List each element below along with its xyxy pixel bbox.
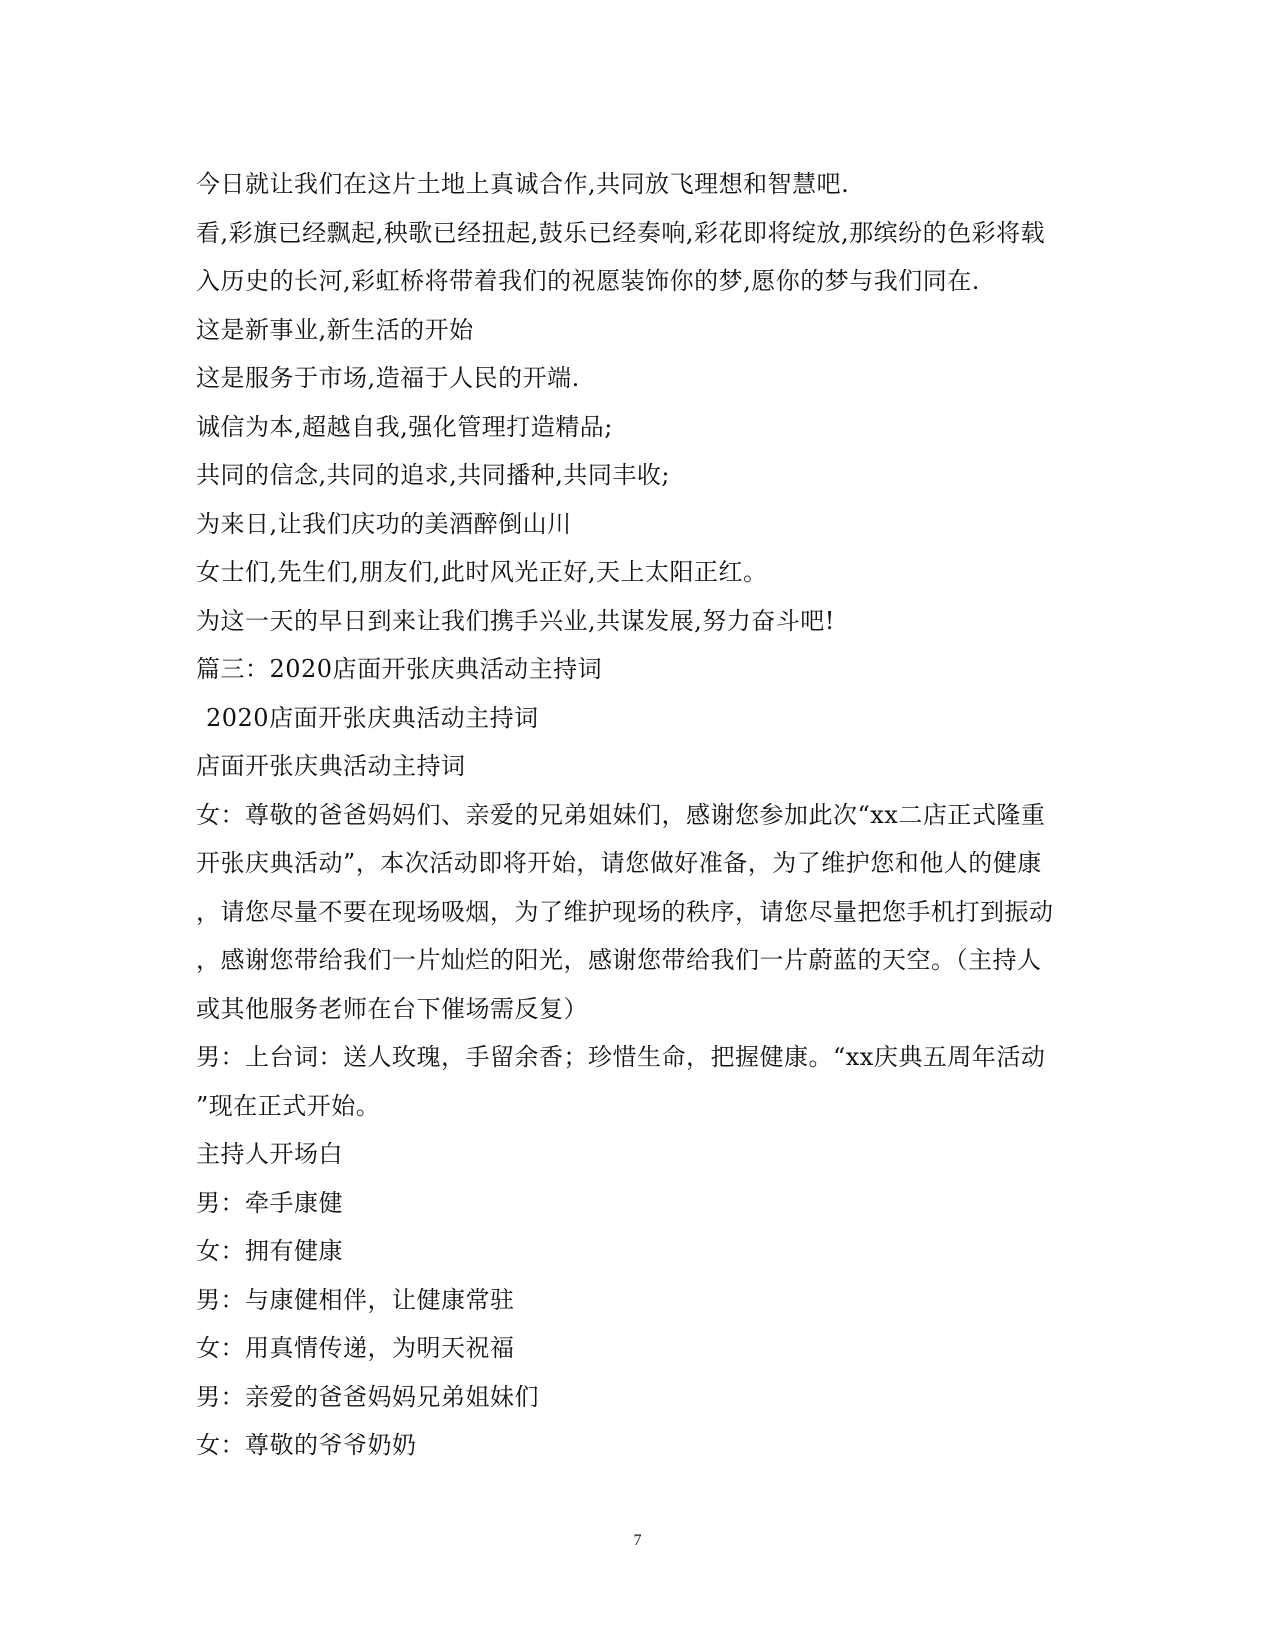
section-heading: 篇三：2020店面开张庆典活动主持词 [196, 655, 603, 683]
text-line: 女士们,先生们,朋友们,此时风光正好,天上太阳正红。 [196, 558, 768, 586]
text-line: 这是新事业,新生活的开始 [196, 315, 474, 344]
text-line: ，感谢您带给我们一片灿烂的阳光，感谢您带给我们一片蔚蓝的天空。（主持人 [196, 946, 1042, 974]
text-line: 共同的信念,共同的追求,共同播种,共同丰收; [196, 461, 670, 489]
text-line: 这是服务于市场,造福于人民的开端. [196, 364, 580, 392]
text-line: 女：用真情传递，为明天祝福 [196, 1334, 515, 1362]
text-line: 女：尊敬的爷爷奶奶 [196, 1431, 417, 1459]
text-line: 主持人开场白 [196, 1140, 343, 1168]
text-line: 女：拥有健康 [196, 1237, 343, 1265]
text-line: 男：亲爱的爸爸妈妈兄弟姐妹们 [196, 1382, 539, 1411]
text-line: ，请您尽量不要在现场吸烟，为了维护现场的秩序，请您尽量把您手机打到振动 [196, 897, 1054, 926]
article-subtitle: 店面开张庆典活动主持词 [196, 752, 466, 780]
text-line: 或其他服务老师在台下催场需反复） [196, 994, 588, 1023]
page-number: 7 [633, 1532, 642, 1549]
text-line: 男：牵手康健 [196, 1188, 343, 1217]
text-line: 入历史的长河,彩虹桥将带着我们的祝愿装饰你的梦,愿你的梦与我们同在. [196, 267, 980, 295]
article-title: 2020店面开张庆典活动主持词 [206, 703, 539, 732]
text-line: ”现在正式开始。 [196, 1091, 381, 1120]
text-line: 诚信为本,超越自我,强化管理打造精品; [196, 412, 613, 441]
text-line: 今日就让我们在这片土地上真诚合作,共同放飞理想和智慧吧. [196, 170, 850, 198]
text-line: 看,彩旗已经飘起,秧歌已经扭起,鼓乐已经奏响,彩花即将绽放,那缤纷的色彩将载 [196, 218, 1046, 247]
text-line: 男：上台词：送人玫瑰，手留余香；珍惜生命，把握健康。“xx庆典五周年活动 [196, 1043, 1046, 1071]
text-line: 开张庆典活动”，本次活动即将开始，请您做好准备，为了维护您和他人的健康 [196, 849, 1042, 877]
text-line: 女：尊敬的爸爸妈妈们、亲爱的兄弟姐妹们，感谢您参加此次“xx二店正式隆重 [196, 800, 1046, 829]
text-line: 男：与康健相伴，让健康常驻 [196, 1285, 515, 1314]
text-line: 为这一天的早日到来让我们携手兴业,共谋发展,努力奋斗吧! [196, 606, 835, 635]
text-line: 为来日,让我们庆功的美酒醉倒山川 [196, 509, 572, 538]
body-text [196, 160, 1086, 1470]
